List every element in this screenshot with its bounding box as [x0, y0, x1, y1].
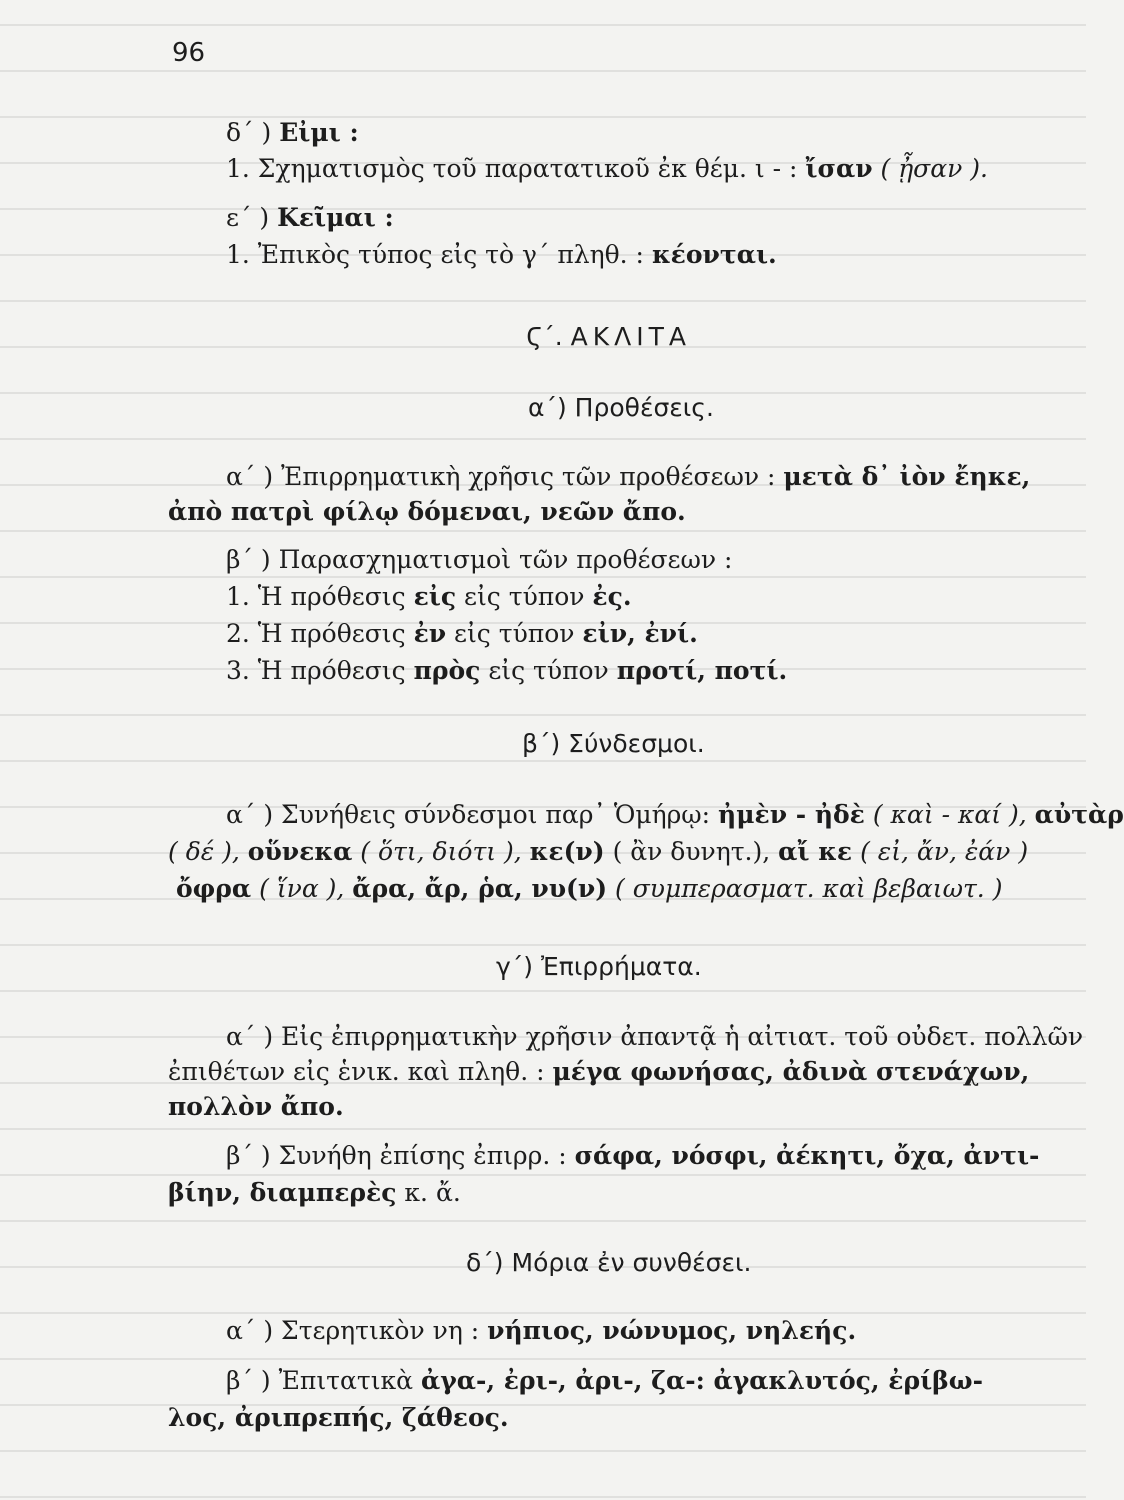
- protheseis-item-2: 2. Ἡ πρόθεσις ἐν εἰς τύπον εἰν, ἐνί.: [226, 619, 698, 648]
- label: ε΄ ): [226, 203, 278, 232]
- paren: ( ᾖσαν ).: [872, 154, 988, 183]
- text: 1. Ἐπικὸς τύπος εἰς τὸ γ΄ πληθ. :: [226, 240, 652, 269]
- protheseis-a-line1: α΄ ) Ἐπιρρηματικὴ χρῆσις τῶν προθέσεων : μετὰ δ᾽ ἰὸν ἔηκε,: [226, 462, 1031, 491]
- syndesmoi-line2: ( δέ ), οὕνεκα ( ὅτι, διότι ), κε(ν) ( ἂν δυνητ.), αἴ κε ( εἰ, ἄν, ἐάν ): [168, 837, 1029, 866]
- epirrhemata-b-line1: β΄ ) Συνήθη ἐπίσης ἐπιρρ. : σάφα, νόσφι, ἀέκητι, ὄχα, ἀντι-: [226, 1141, 1040, 1170]
- text: 1. Σχηματισμὸς τοῦ παρατατικοῦ ἐκ θέμ. ι - :: [226, 154, 806, 183]
- epirrhemata-a-line3: πολλὸν ἄπο.: [168, 1092, 344, 1121]
- section-heading: [526, 322, 691, 352]
- entry-eimi: [226, 118, 359, 148]
- protheseis-b-heading: β΄ ) Παρασχηματισμοὶ τῶν προθέσεων :: [226, 545, 733, 574]
- protheseis-a-line2: ἀπὸ πατρὶ φίλῳ δόμεναι, νεῶν ἄπο.: [168, 497, 686, 526]
- entry-eimi-line1: [226, 154, 988, 184]
- syndesmoi-line3: ὄφρα ( ἵνα ), ἄρα, ἄρ, ῥα, νυ(ν) ( συμπερασματ. καὶ βεβαιωτ. ): [176, 874, 1003, 903]
- subheading-epirrhemata: γ΄) Ἐπιρρήματα.: [496, 952, 702, 981]
- epirrhemata-b-line2: βίην, διαμπερὲς κ. ἄ.: [168, 1178, 461, 1207]
- term: Κεῖμαι :: [277, 203, 394, 232]
- section-title: ΑΚΛΙΤΑ: [570, 322, 691, 351]
- entry-keimai: [226, 203, 394, 233]
- epirrhemata-a-line2: ἐπιθέτων εἰς ἑνικ. καὶ πληθ. : μέγα φωνήσας, ἀδινὰ στενάχων,: [168, 1057, 1030, 1086]
- syndesmoi-line1: α΄ ) Συνήθεις σύνδεσμοι παρ᾽ Ὁμήρῳ: ἠμὲν - ἠδὲ ( καὶ - καί ), αὐτὰρ: [226, 800, 1124, 829]
- bold: ἴσαν: [805, 154, 873, 183]
- subheading-moria: δ΄) Μόρια ἐν συνθέσει.: [466, 1248, 752, 1277]
- subheading-protheseis: α΄) Προθέσεις.: [528, 393, 714, 422]
- label: δ΄ ): [226, 118, 280, 147]
- section-number: Ϛ΄.: [526, 322, 571, 351]
- moria-b-line2: λος, ἀριπρεπής, ζάθεος.: [168, 1403, 509, 1432]
- epirrhemata-a-line1: α΄ ) Εἰς ἐπιρρηματικὴν χρῆσιν ἀπαντᾷ ἡ αἰτιατ. τοῦ οὐδετ. πολλῶν: [226, 1022, 1084, 1051]
- protheseis-item-1: 1. Ἡ πρόθεσις εἰς εἰς τύπον ἐς.: [226, 582, 632, 611]
- subheading-syndesmoi: β΄) Σύνδεσμοι.: [522, 729, 705, 758]
- page-number: 96: [172, 38, 206, 68]
- moria-a: α΄ ) Στερητικὸν νη : νήπιος, νώνυμος, νηλεής.: [226, 1316, 857, 1345]
- term: Εἰμι :: [279, 118, 359, 147]
- protheseis-item-3: 3. Ἡ πρόθεσις πρὸς εἰς τύπον προτί, ποτί.: [226, 656, 788, 685]
- moria-b-line1: β΄ ) Ἐπιτατικὰ ἀγα-, ἐρι-, ἀρι-, ζα-: ἀγακλυτός, ἐρίβω-: [226, 1366, 983, 1395]
- entry-keimai-line1: [226, 240, 777, 270]
- bold: κέονται.: [651, 240, 777, 269]
